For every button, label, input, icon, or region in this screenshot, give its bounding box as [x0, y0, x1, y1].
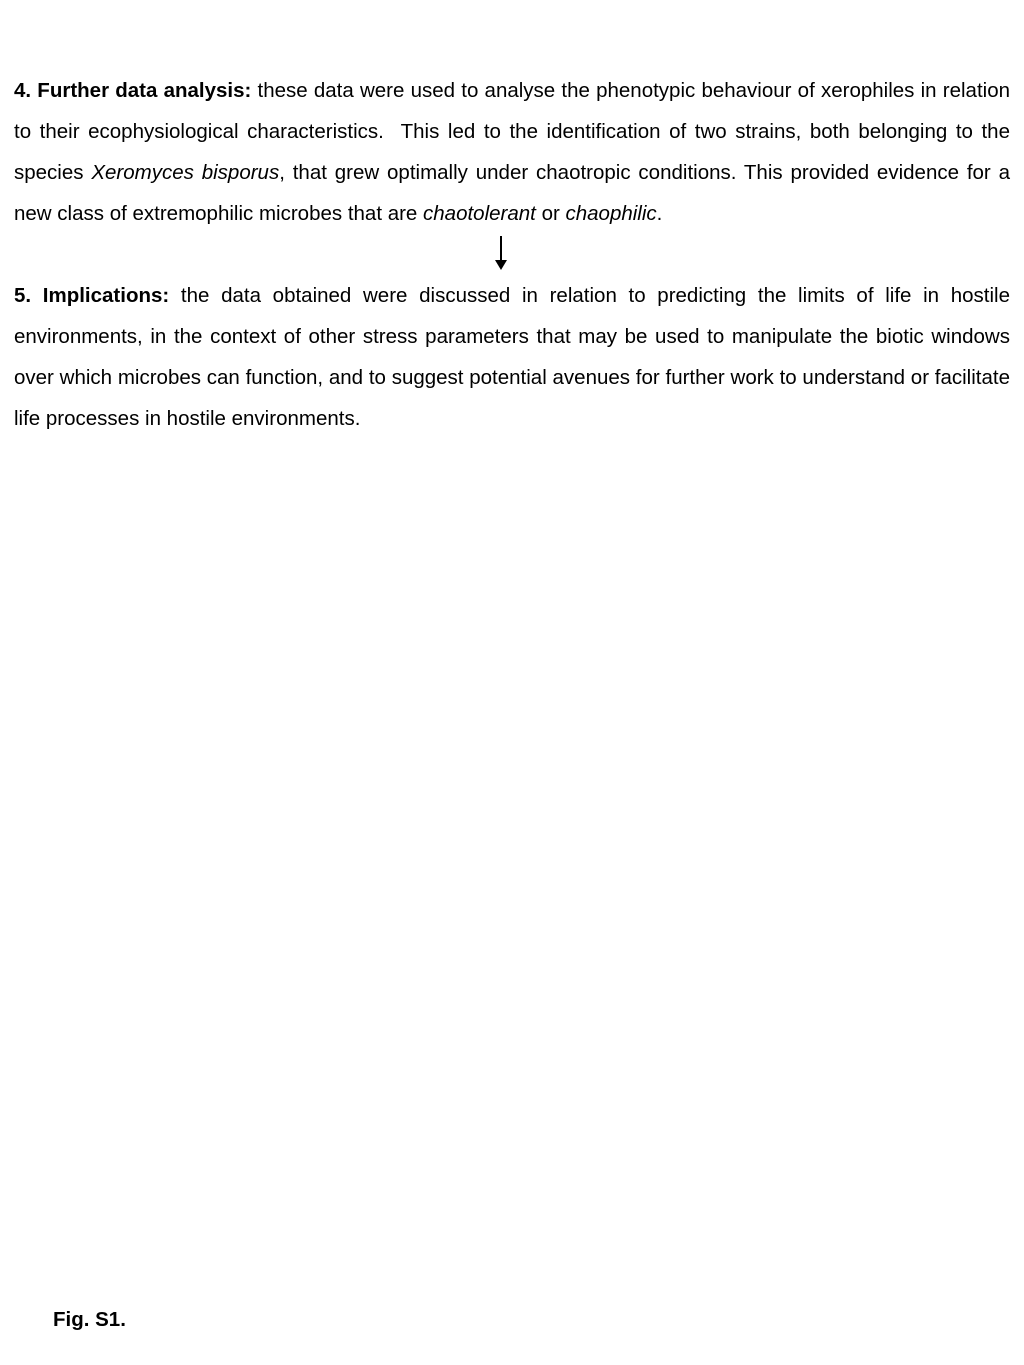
section-4-text-2: , that grew optimally under chaotropic conditions. This provided evidence for a new class of extremophilic microbes that are — [14, 161, 1010, 225]
figure-caption: Fig. S1. — [53, 1308, 126, 1331]
term-chaotolerant: chaotolerant — [423, 202, 536, 225]
arrow-down-icon — [495, 236, 507, 270]
section-5-heading: 5. Implications: — [14, 284, 170, 307]
section-4-text-4: . — [656, 202, 663, 225]
section-4-text-1: these data were used to analyse the phenotypic behaviour of xerophiles in relation to their ecophysiological characteristics. This led to the identification of two strains, both belonging to the species — [14, 79, 1010, 184]
section-4-text-3: or — [535, 202, 566, 225]
document-body — [14, 70, 1010, 439]
section-5-paragraph — [14, 275, 1010, 439]
term-chaophilic: chaophilic — [565, 202, 657, 225]
section-4-heading: 4. Further data analysis: — [14, 79, 252, 102]
section-4-paragraph — [14, 70, 1010, 234]
flow-arrow-row — [14, 234, 1010, 275]
section-5-text: the data obtained were discussed in relation to predicting the limits of life in hostile environments, in the context of other stress parameters that may be used to manipulate the biotic windows over which microbes can function, and to suggest potential avenues for further work to understand or facilitate life processes in hostile environments. — [14, 284, 1010, 430]
species-name: Xeromyces bisporus — [91, 161, 280, 184]
